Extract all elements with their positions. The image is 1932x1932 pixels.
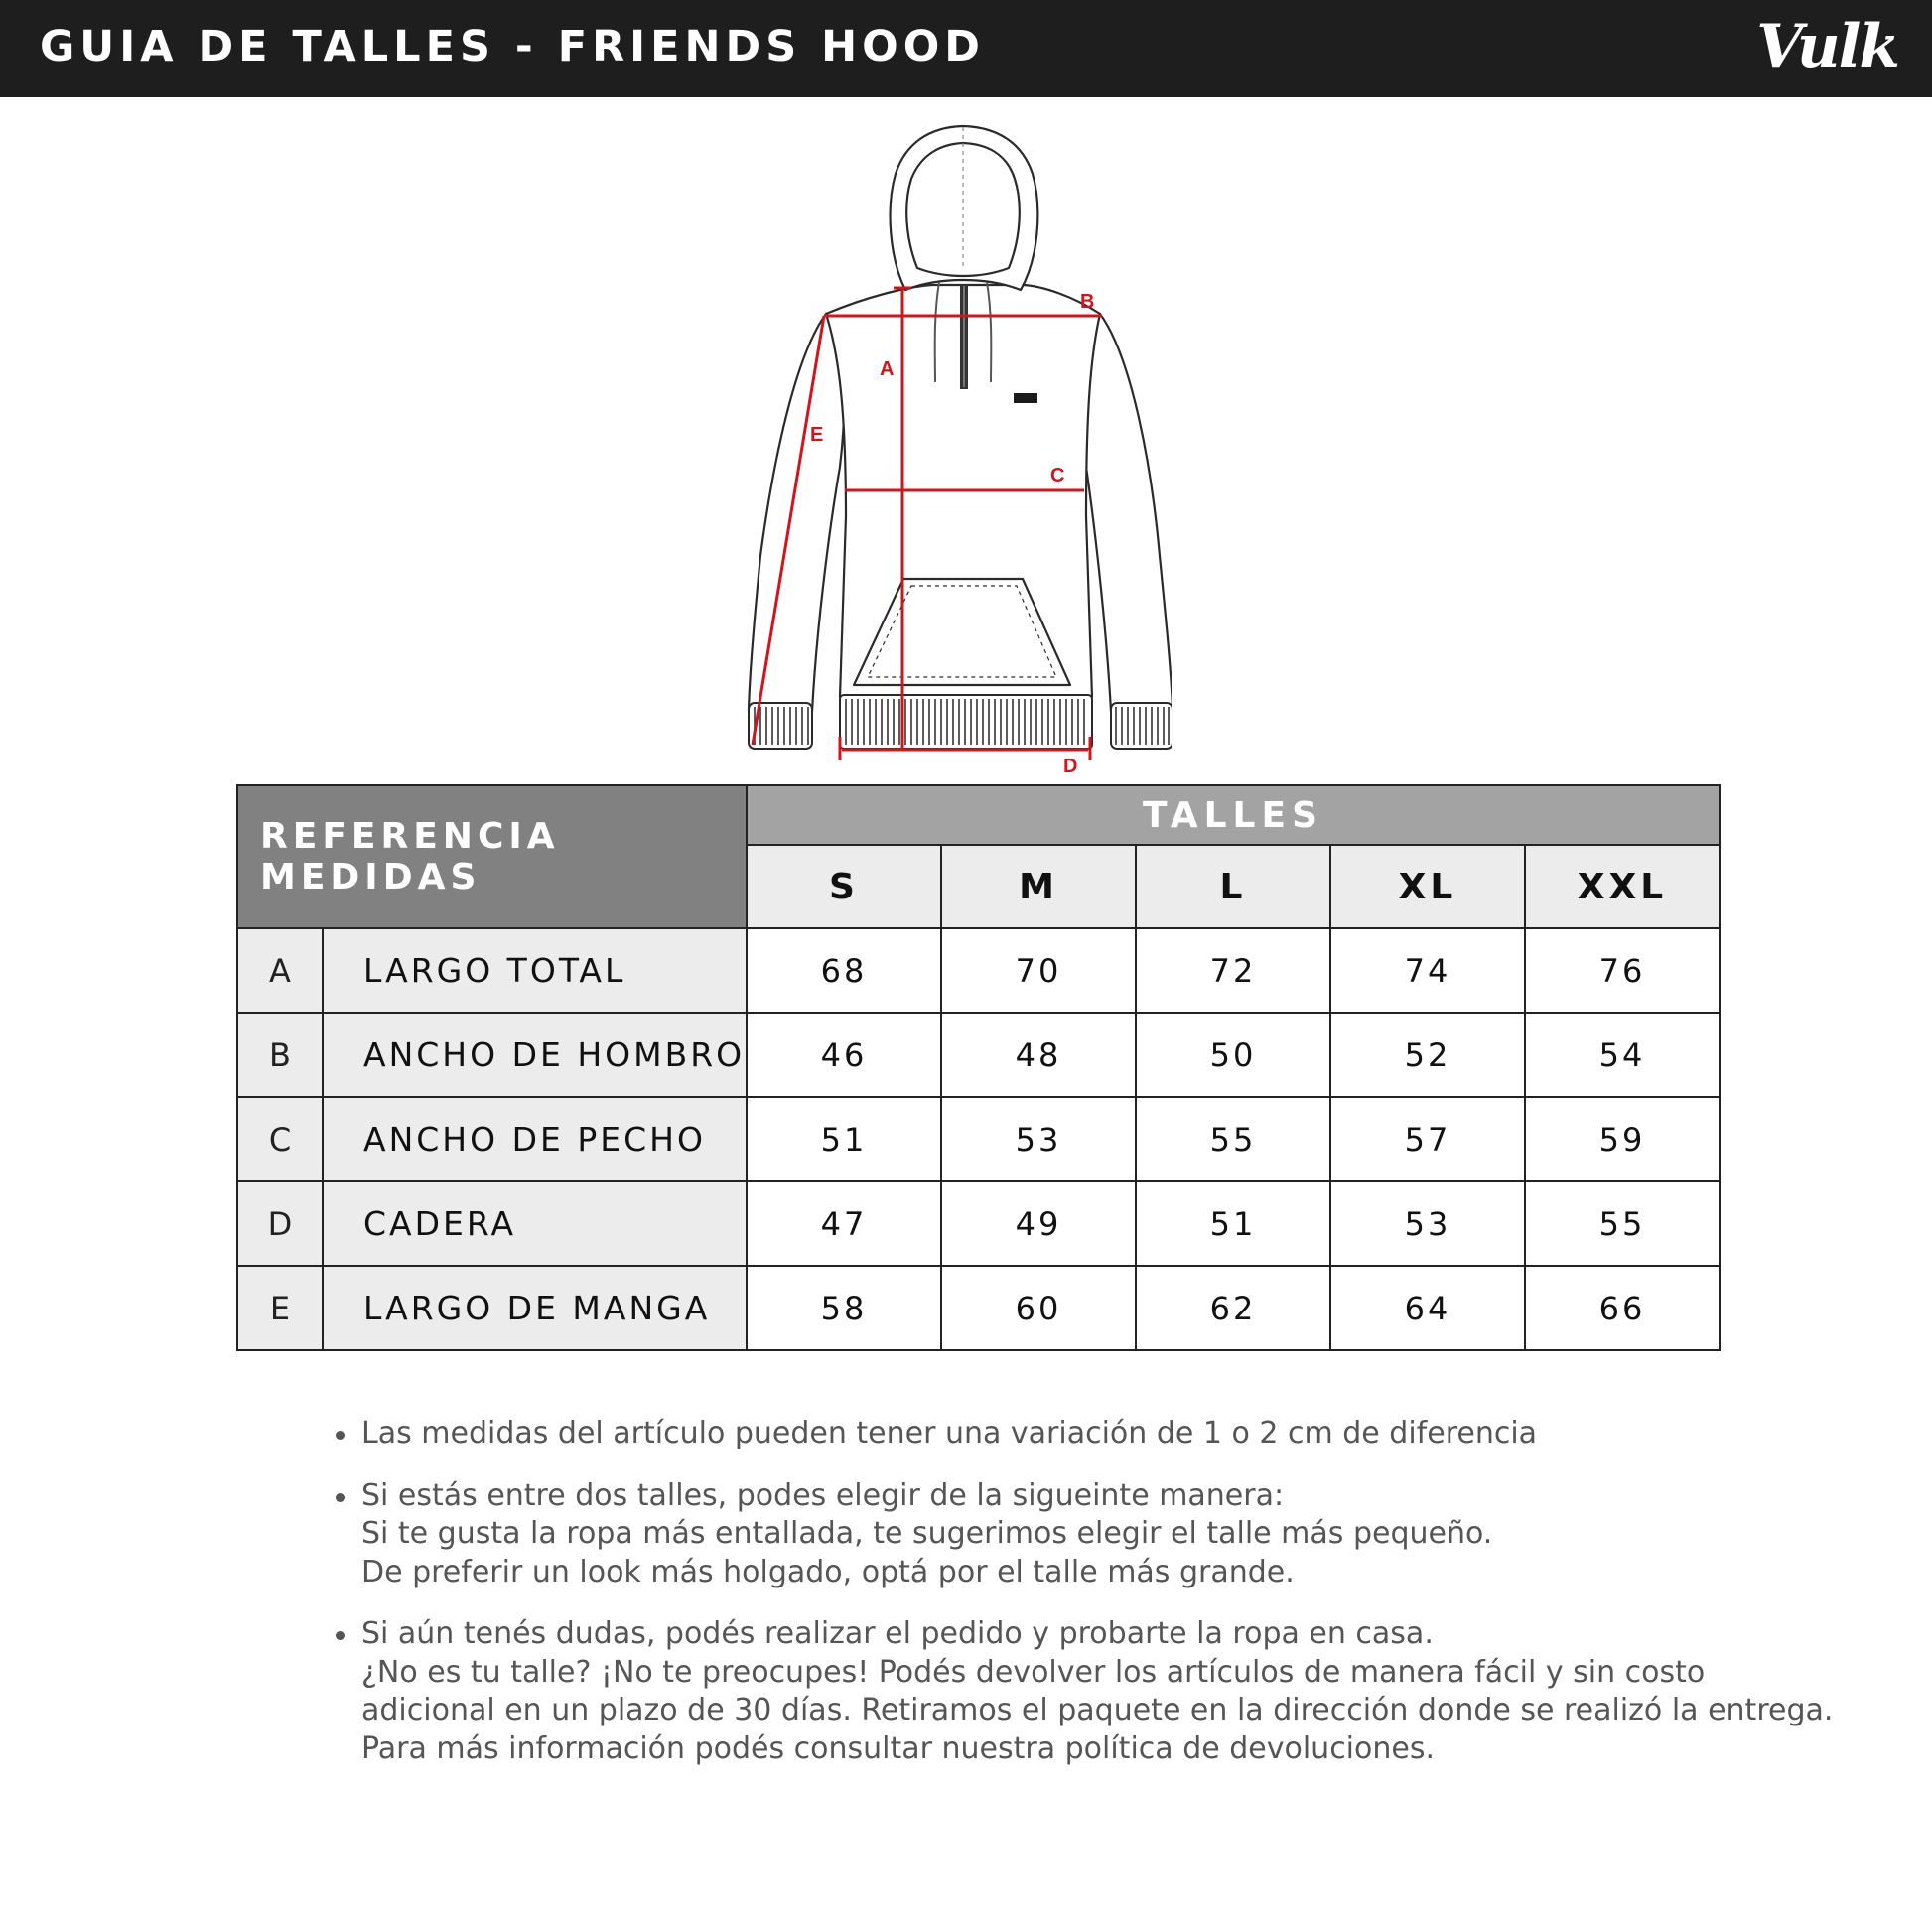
brand-logo: Vulk (1756, 12, 1898, 81)
row-letter: A (237, 928, 323, 1013)
row-label: ANCHO DE PECHO (323, 1097, 747, 1181)
row-label: LARGO DE MANGA (323, 1266, 747, 1350)
value-cell: 72 (1136, 928, 1330, 1013)
value-cell: 47 (747, 1181, 941, 1266)
value-cell: 57 (1330, 1097, 1525, 1181)
header-bar (0, 0, 1932, 97)
marker-b: B (1080, 291, 1095, 313)
value-cell: 76 (1525, 928, 1720, 1013)
note-line: Si te gusta la ropa más entallada, te sugerimos elegir el talle más pequeño. (361, 1516, 1493, 1551)
note-item (330, 1615, 1834, 1768)
note-line: Si estás entre dos talles, podes elegir de la sigueinte manera: (361, 1477, 1285, 1513)
row-letter: E (237, 1266, 323, 1350)
sizes-header: TALLES (747, 785, 1720, 845)
value-cell: 58 (747, 1266, 941, 1350)
value-cell: 50 (1136, 1013, 1330, 1097)
size-l: L (1136, 845, 1330, 928)
hoodie-diagram (735, 114, 1172, 793)
note-line: adicional en un plazo de 30 días. Retiramos el paquete en la dirección donde se realizó la entrega. (361, 1693, 1834, 1727)
notes-list (330, 1415, 1834, 1792)
value-cell: 60 (941, 1266, 1136, 1350)
note-line: Si aún tenés dudas, podés realizar el pedido y probarte la ropa en casa. (361, 1616, 1434, 1651)
value-cell: 59 (1525, 1097, 1720, 1181)
row-label: CADERA (323, 1181, 747, 1266)
marker-c: C (1050, 465, 1065, 486)
value-cell: 52 (1330, 1013, 1525, 1097)
value-cell: 55 (1525, 1181, 1720, 1266)
row-label: ANCHO DE HOMBRO (323, 1013, 747, 1097)
size-m: M (941, 845, 1136, 928)
size-xl: XL (1330, 845, 1525, 928)
marker-e: E (810, 424, 824, 446)
marker-a: A (880, 358, 895, 380)
value-cell: 64 (1330, 1266, 1525, 1350)
value-cell: 70 (941, 928, 1136, 1013)
value-cell: 51 (747, 1097, 941, 1181)
note-item (330, 1477, 1769, 1592)
value-cell: 54 (1525, 1013, 1720, 1097)
row-letter: D (237, 1181, 323, 1266)
value-cell: 55 (1136, 1097, 1330, 1181)
table-row (237, 1013, 1720, 1097)
value-cell: 48 (941, 1013, 1136, 1097)
value-cell: 53 (1330, 1181, 1525, 1266)
value-cell: 66 (1525, 1266, 1720, 1350)
hoodie-illustration (735, 114, 1172, 789)
value-cell: 49 (941, 1181, 1136, 1266)
note-line: Para más información podés consultar nuestra política de devoluciones. (361, 1730, 1436, 1766)
note-line: De preferir un look más holgado, optá por el talle más grande. (361, 1554, 1295, 1589)
size-table (236, 784, 1721, 1351)
size-s: S (747, 845, 941, 928)
marker-d: D (1063, 756, 1078, 777)
table-row (237, 1181, 1720, 1266)
value-cell: 68 (747, 928, 941, 1013)
table-row (237, 1266, 1720, 1350)
table-row (237, 1097, 1720, 1181)
value-cell: 51 (1136, 1181, 1330, 1266)
row-label: LARGO TOTAL (323, 928, 747, 1013)
value-cell: 46 (747, 1013, 941, 1097)
note-line: ¿No es tu talle? ¡No te preocupes! Podés devolver los artículos de manera fácil y sin costo (361, 1654, 1706, 1690)
table-row (237, 928, 1720, 1013)
value-cell: 62 (1136, 1266, 1330, 1350)
page-title: GUIA DE TALLES - FRIENDS HOOD (40, 22, 985, 71)
reference-header: REFERENCIA MEDIDAS (237, 785, 747, 928)
value-cell: 53 (941, 1097, 1136, 1181)
row-letter: C (237, 1097, 323, 1181)
note-item (330, 1415, 1769, 1453)
size-xxl: XXL (1525, 845, 1720, 928)
row-letter: B (237, 1013, 323, 1097)
value-cell: 74 (1330, 928, 1525, 1013)
note-line: Las medidas del artículo pueden tener una variación de 1 o 2 cm de diferencia (361, 1416, 1538, 1450)
